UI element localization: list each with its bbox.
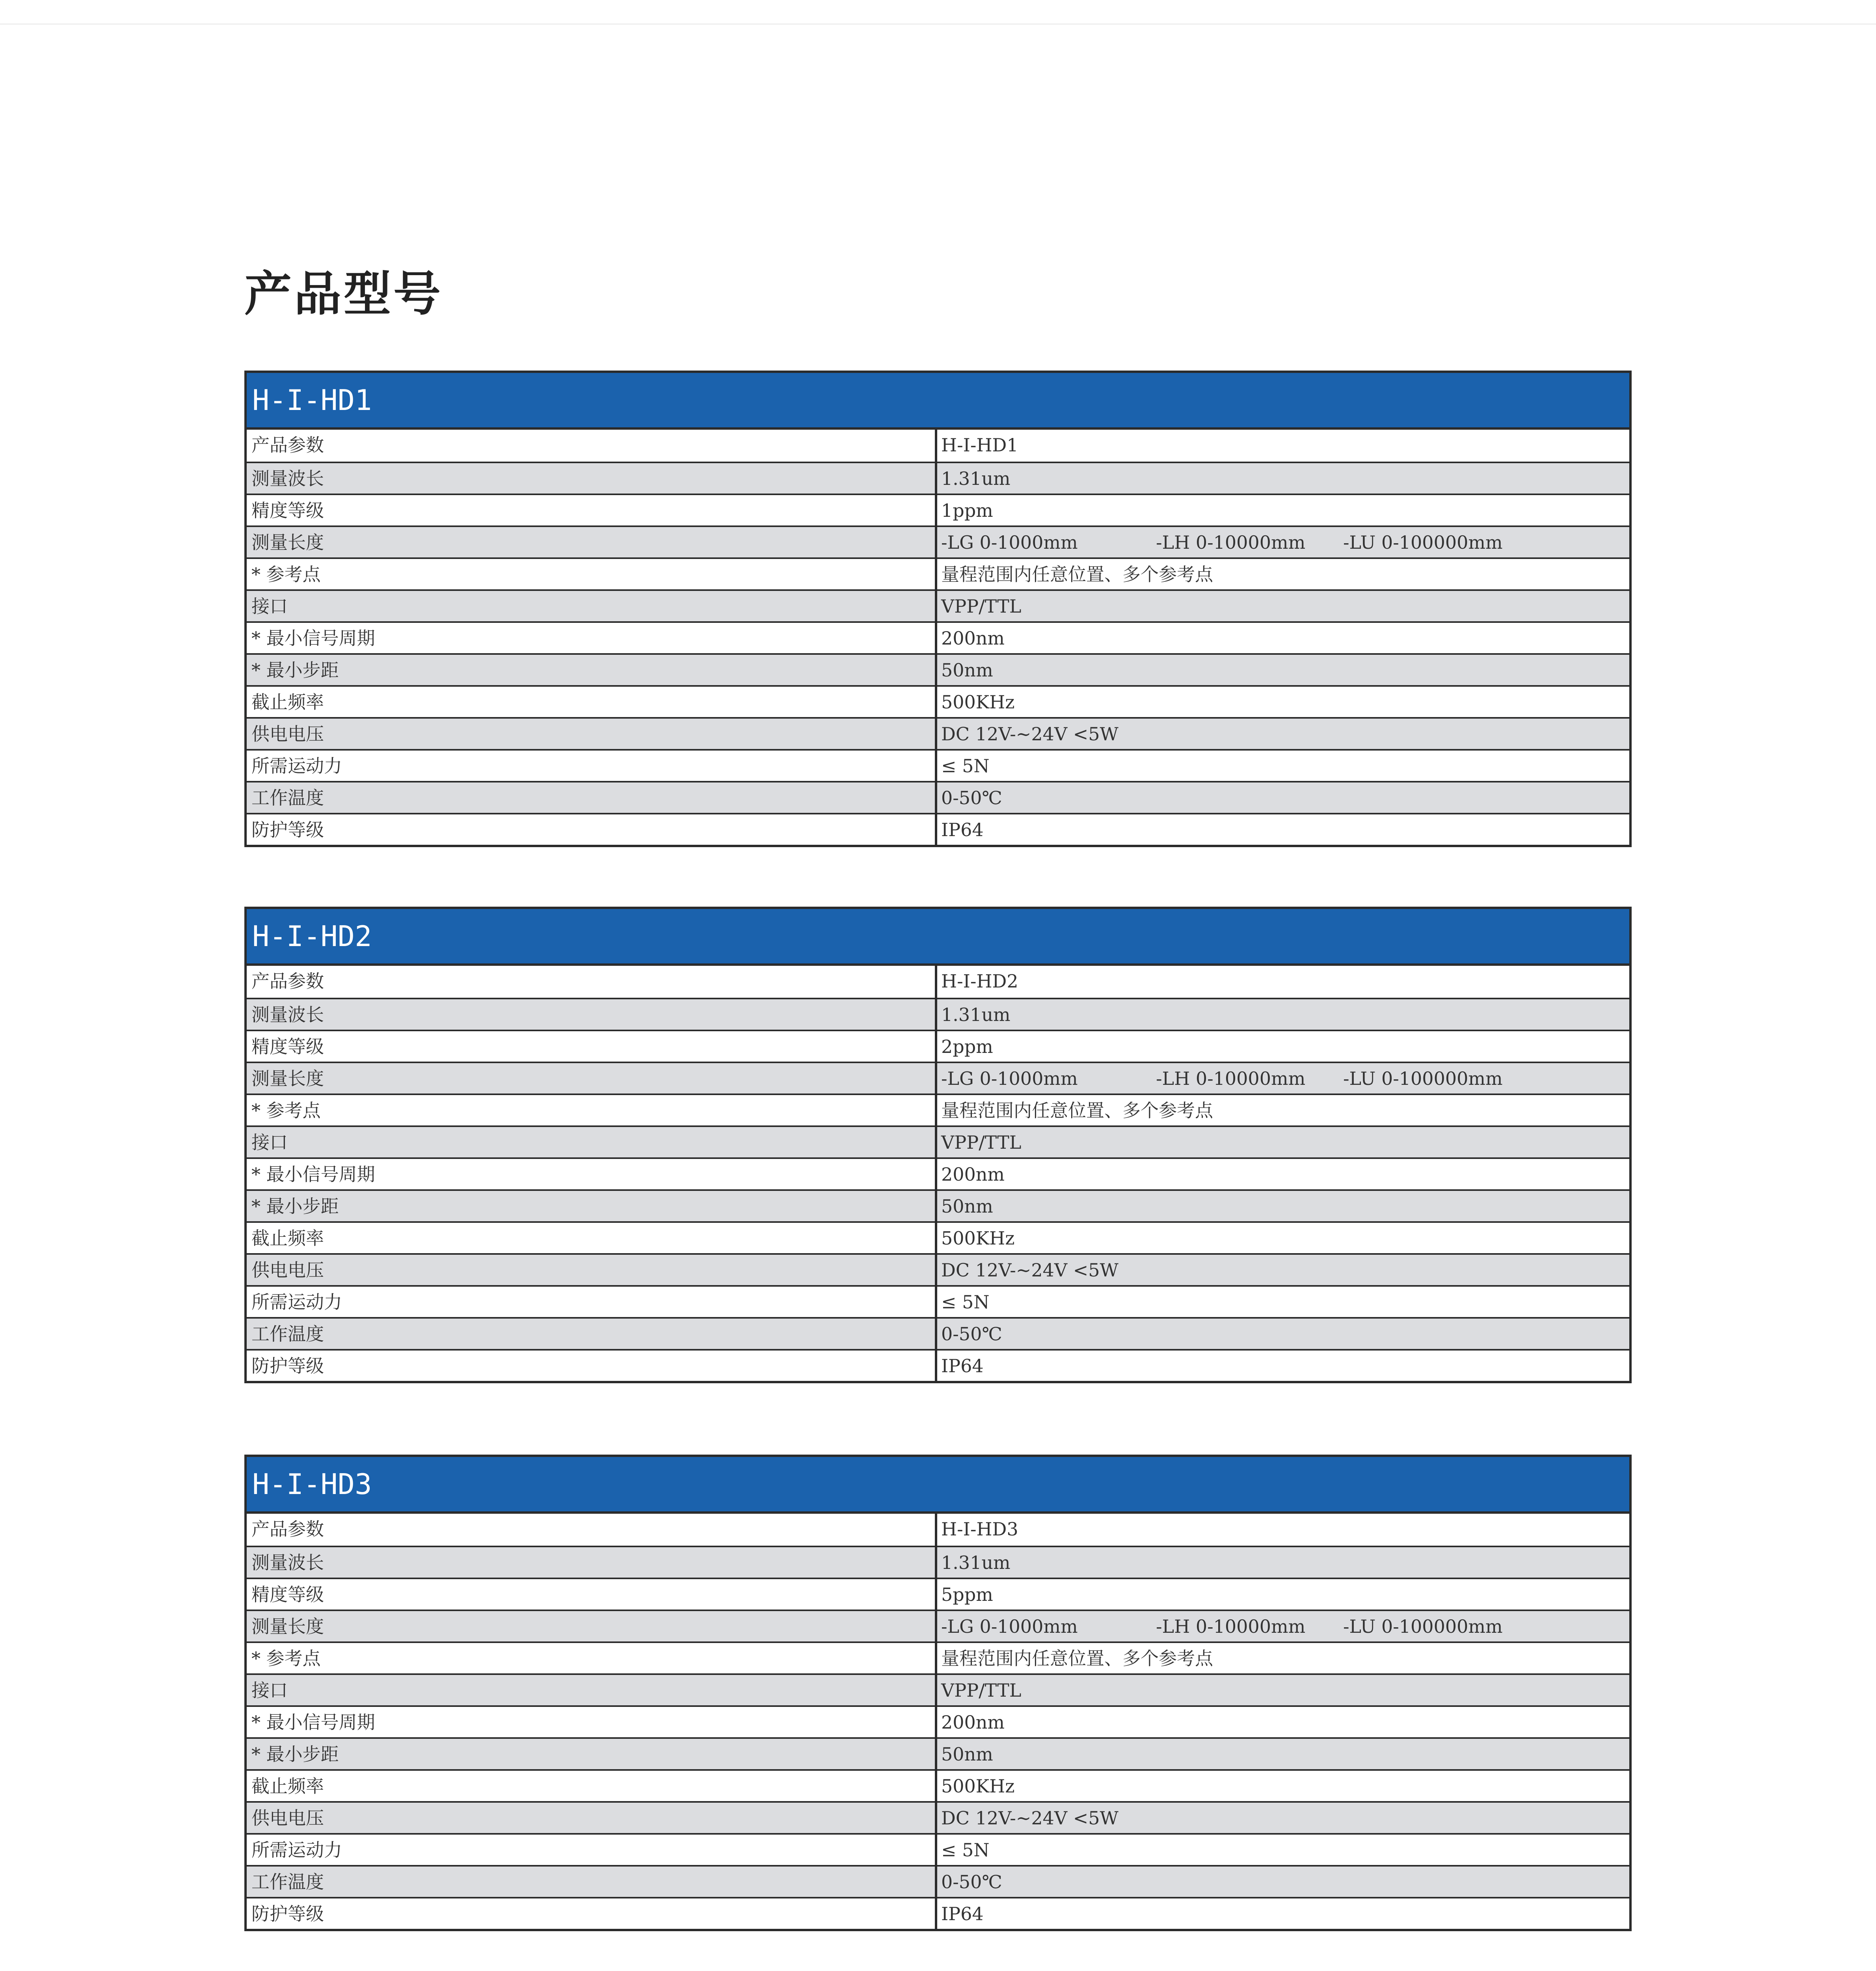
table-row [247, 781, 1629, 813]
table-row [247, 813, 1629, 845]
row-value: 5ppm [941, 1584, 993, 1605]
row-label: * 最小步距 [247, 655, 937, 685]
row-label: 截止频率 [247, 1223, 937, 1253]
row-label: 测量长度 [247, 527, 937, 557]
row-value-part: -LH 0-10000mm [1156, 1616, 1306, 1637]
table-row [247, 1833, 1629, 1865]
table-row [247, 462, 1629, 494]
row-value: ≤ 5N [941, 755, 990, 777]
row-value: IP64 [941, 1355, 984, 1377]
row-value-part: -LG 0-1000mm [941, 1616, 1078, 1637]
row-value: 50nm [941, 659, 993, 681]
row-label: 所需运动力 [247, 1287, 937, 1317]
table-row [247, 1253, 1629, 1285]
row-value-part: -LG 0-1000mm [941, 532, 1078, 553]
table-row [247, 557, 1629, 589]
row-value: H-I-HD2 [941, 971, 1018, 992]
table-row [247, 1641, 1629, 1673]
row-label: 精度等级 [247, 1031, 937, 1062]
row-label: 接口 [247, 1675, 937, 1705]
row-label: 产品参数 [247, 1514, 937, 1546]
row-label: 供电电压 [247, 719, 937, 749]
table-header: H-I-HD1 [247, 373, 1629, 430]
row-label: 所需运动力 [247, 1835, 937, 1865]
row-label: * 最小步距 [247, 1191, 937, 1221]
row-label: 防护等级 [247, 814, 937, 845]
table-row [247, 1221, 1629, 1253]
table-row [247, 966, 1629, 998]
table-row [247, 717, 1629, 749]
row-label: 测量波长 [247, 1547, 937, 1578]
row-label: 防护等级 [247, 1351, 937, 1381]
row-label: 精度等级 [247, 495, 937, 525]
table-header: H-I-HD2 [247, 909, 1629, 966]
table-row [247, 1705, 1629, 1737]
table-row [247, 1737, 1629, 1769]
spec-table [244, 1455, 1632, 1931]
table-row [247, 653, 1629, 685]
row-value: DC 12V-~24V <5W [941, 723, 1119, 745]
row-value [937, 527, 1629, 557]
row-value: VPP/TTL [941, 596, 1022, 617]
row-label: 精度等级 [247, 1579, 937, 1610]
row-label: 供电电压 [247, 1255, 937, 1285]
row-value: 1.31um [941, 1004, 1011, 1025]
table-row [247, 1546, 1629, 1578]
row-value: 1.31um [941, 1552, 1011, 1573]
table-row [247, 1062, 1629, 1094]
row-label: 工作温度 [247, 1319, 937, 1349]
row-value: DC 12V-~24V <5W [941, 1807, 1119, 1829]
row-value: VPP/TTL [941, 1680, 1022, 1701]
row-value: 200nm [941, 1164, 1005, 1185]
table-body [247, 430, 1629, 845]
row-label: * 最小步距 [247, 1739, 937, 1769]
row-label: 供电电压 [247, 1803, 937, 1833]
row-label: 防护等级 [247, 1898, 937, 1929]
table-row [247, 1285, 1629, 1317]
table-row [247, 1865, 1629, 1897]
row-label: * 参考点 [247, 559, 937, 589]
row-value: H-I-HD3 [941, 1518, 1018, 1540]
row-value: 500KHz [941, 691, 1015, 713]
row-value: 量程范围内任意位置、多个参考点 [941, 1100, 1213, 1121]
row-value: 1ppm [941, 500, 993, 521]
table-row [247, 1030, 1629, 1062]
row-label: 截止频率 [247, 1771, 937, 1801]
row-value: 200nm [941, 628, 1005, 649]
table-row [247, 1673, 1629, 1705]
row-label: 工作温度 [247, 1867, 937, 1897]
row-label: * 最小信号周期 [247, 623, 937, 653]
row-value [937, 1611, 1629, 1641]
page-title: 产品型号 [244, 267, 443, 322]
row-label: * 最小信号周期 [247, 1707, 937, 1737]
table-row [247, 1125, 1629, 1157]
row-value: IP64 [941, 819, 984, 840]
row-value-part: -LU 0-100000mm [1343, 532, 1503, 553]
table-row [247, 1094, 1629, 1125]
row-label: 产品参数 [247, 966, 937, 998]
row-label: 测量波长 [247, 999, 937, 1030]
table-row [247, 430, 1629, 462]
spec-table [244, 371, 1632, 847]
row-value: 50nm [941, 1196, 993, 1217]
row-value: 量程范围内任意位置、多个参考点 [941, 564, 1213, 585]
row-label: 产品参数 [247, 430, 937, 462]
table-row [247, 685, 1629, 717]
row-value: 500KHz [941, 1228, 1015, 1249]
row-label: * 参考点 [247, 1095, 937, 1125]
row-label: 测量波长 [247, 463, 937, 494]
row-value: 量程范围内任意位置、多个参考点 [941, 1648, 1213, 1669]
row-label: * 最小信号周期 [247, 1159, 937, 1189]
row-value-part: -LH 0-10000mm [1156, 532, 1306, 553]
row-value: 0-50℃ [941, 1323, 1002, 1345]
row-label: 接口 [247, 591, 937, 621]
table-row [247, 621, 1629, 653]
table-row [247, 1801, 1629, 1833]
table-body [247, 966, 1629, 1381]
row-label: 截止频率 [247, 687, 937, 717]
table-body [247, 1514, 1629, 1929]
row-value: 500KHz [941, 1775, 1015, 1797]
row-label: * 参考点 [247, 1643, 937, 1673]
row-value-part: -LH 0-10000mm [1156, 1068, 1306, 1089]
row-value [937, 1063, 1629, 1094]
row-value: ≤ 5N [941, 1291, 990, 1313]
row-value: 1.31um [941, 468, 1011, 489]
table-row [247, 1578, 1629, 1610]
row-value: 50nm [941, 1744, 993, 1765]
row-label: 接口 [247, 1127, 937, 1157]
row-value: VPP/TTL [941, 1132, 1022, 1153]
table-row [247, 1317, 1629, 1349]
table-row [247, 525, 1629, 557]
row-value-part: -LG 0-1000mm [941, 1068, 1078, 1089]
row-value: DC 12V-~24V <5W [941, 1259, 1119, 1281]
row-value: 2ppm [941, 1036, 993, 1057]
table-row [247, 1514, 1629, 1546]
table-row [247, 1610, 1629, 1641]
row-value-part: -LU 0-100000mm [1343, 1068, 1503, 1089]
row-value: ≤ 5N [941, 1839, 990, 1861]
row-value: IP64 [941, 1903, 984, 1924]
table-row [247, 998, 1629, 1030]
table-row [247, 1897, 1629, 1929]
row-label: 测量长度 [247, 1611, 937, 1641]
table-header: H-I-HD3 [247, 1457, 1629, 1514]
table-row [247, 1769, 1629, 1801]
spec-table [244, 907, 1632, 1383]
table-row [247, 494, 1629, 525]
row-value: 200nm [941, 1712, 1005, 1733]
row-label: 工作温度 [247, 782, 937, 813]
row-value-part: -LU 0-100000mm [1343, 1616, 1503, 1637]
table-row [247, 749, 1629, 781]
table-row [247, 1189, 1629, 1221]
row-value: 0-50℃ [941, 787, 1002, 809]
table-row [247, 1157, 1629, 1189]
table-row [247, 1349, 1629, 1381]
row-label: 测量长度 [247, 1063, 937, 1094]
row-value: 0-50℃ [941, 1871, 1002, 1893]
row-label: 所需运动力 [247, 751, 937, 781]
table-row [247, 589, 1629, 621]
row-value: H-I-HD1 [941, 434, 1018, 456]
